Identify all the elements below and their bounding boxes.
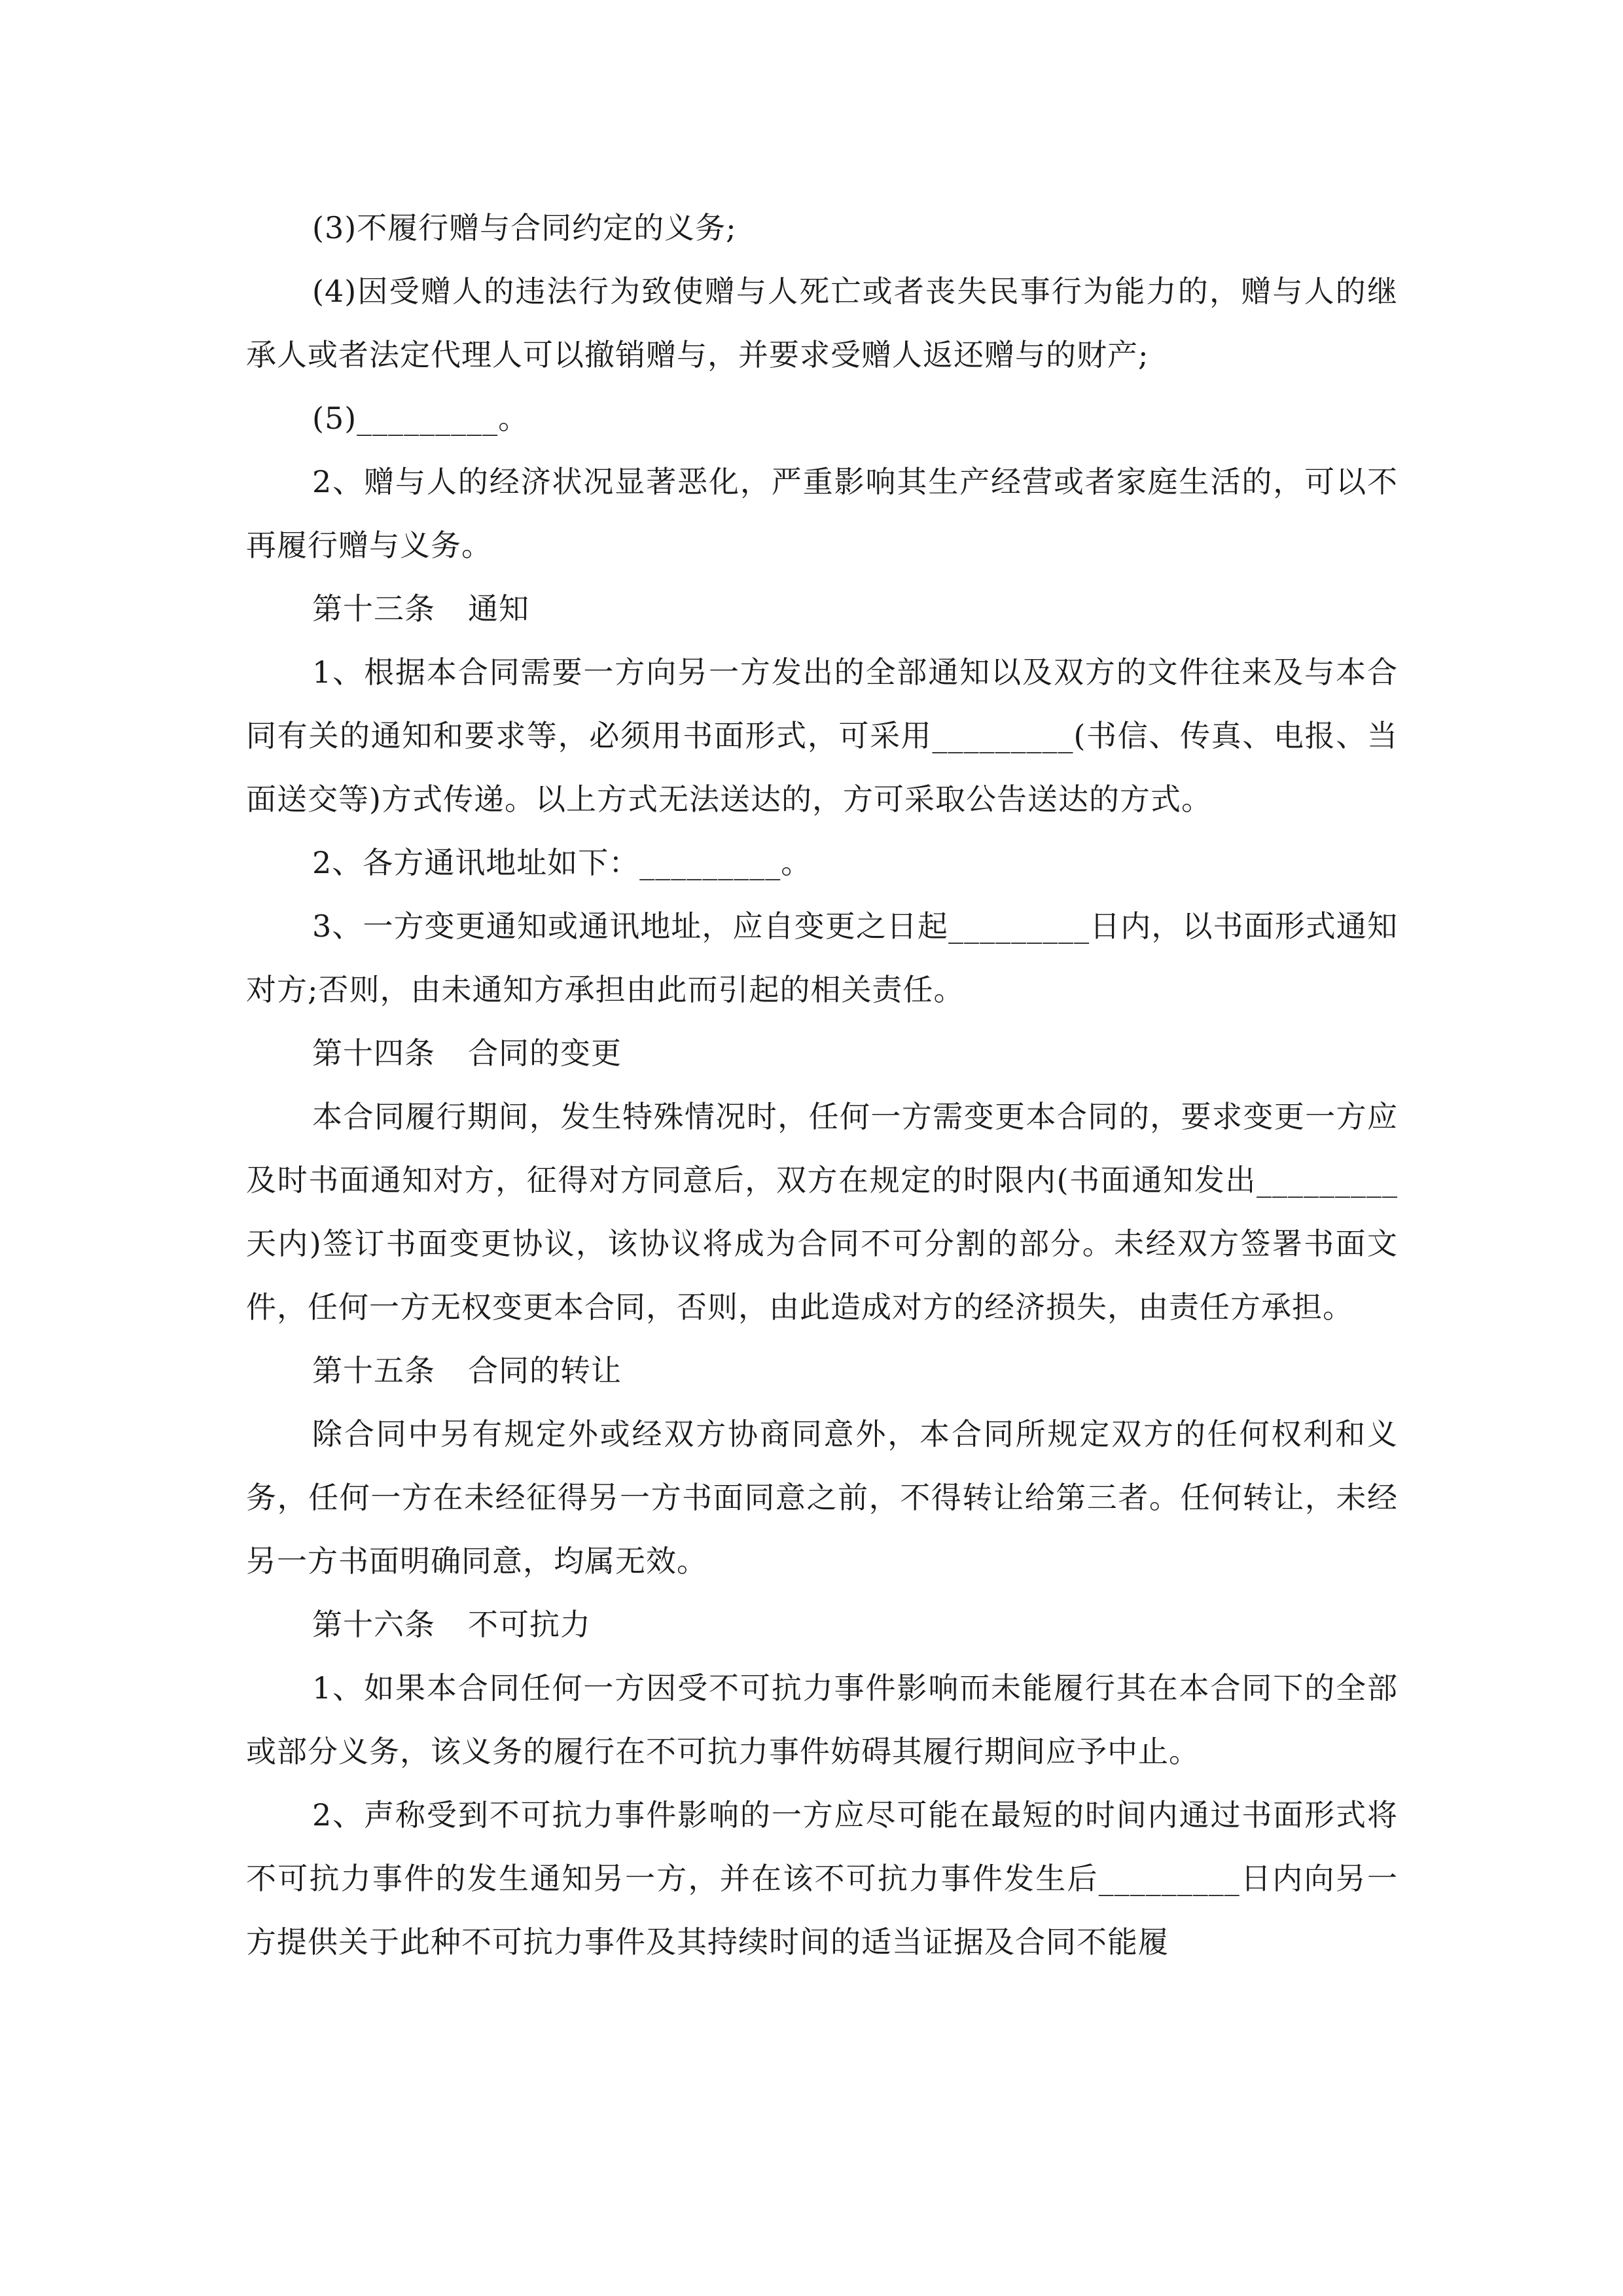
article-number: 第十六条 [312, 1607, 435, 1642]
notice-clause-3: 3、一方变更通知或通讯地址，应自变更之日起_________日内，以书面形式通知对方;否则，由未通知方承担由此而引起的相关责任。 [246, 908, 1398, 1007]
notice-clause-1: 1、根据本合同需要一方向另一方发出的全部通知以及双方的文件往来及与本合同有关的通知和要求等，必须用书面形式，可采用_________(书信、传真、电报、当面送交等)方式传递。以上方式无法送达的，方可采取公告送达的方式。 [246, 655, 1398, 817]
article-number: 第十五条 [312, 1353, 435, 1388]
article-13-heading [246, 577, 1398, 641]
clause-item-3: (3)不履行赠与合同约定的义务; [312, 210, 737, 245]
notice-clause-2: 2、各方通讯地址如下：_________。 [312, 845, 812, 880]
force-majeure-clause-1: 1、如果本合同任何一方因受不可抗力事件影响而未能履行其在本合同下的全部或部分义务，该义务的履行在不可抗力事件妨碍其履行期间应予中止。 [246, 1670, 1398, 1769]
article-number: 第十四条 [312, 1035, 435, 1071]
article-title: 合同的变更 [468, 1035, 622, 1071]
article-14-heading [246, 1022, 1398, 1085]
article-15-heading [246, 1339, 1398, 1403]
assignment-clause: 除合同中另有规定外或经双方协商同意外，本合同所规定双方的任何权利和义务，任何一方在未经征得另一方书面同意之前，不得转让给第三者。任何转让，未经另一方书面明确同意，均属无效。 [246, 1416, 1398, 1579]
modification-clause: 本合同履行期间，发生特殊情况时，任何一方需变更本合同的，要求变更一方应及时书面通知对方，征得对方同意后，双方在规定的时限内(书面通知发出_________天内)签订书面变更协议，该协议将成为合同不可分割的部分。未经双方签署书面文件，任何一方无权变更本合同，否则，由此造成对方的经济损失，由责任方承担。 [246, 1099, 1398, 1325]
article-title: 通知 [468, 591, 529, 626]
article-number: 第十三条 [312, 591, 435, 626]
document-page [246, 196, 1398, 1974]
force-majeure-clause-2: 2、声称受到不可抗力事件影响的一方应尽可能在最短的时间内通过书面形式将不可抗力事件的发生通知另一方，并在该不可抗力事件发生后_________日内向另一方提供关于此种不可抗力事件及其持续时间的适当证据及合同不能履 [246, 1797, 1398, 1960]
article-title: 合同的转让 [468, 1353, 622, 1388]
article-title: 不可抗力 [468, 1607, 591, 1642]
clause-paragraph-2: 2、赠与人的经济状况显著恶化，严重影响其生产经营或者家庭生活的，可以不再履行赠与义务。 [246, 464, 1398, 563]
clause-item-4: (4)因受赠人的违法行为致使赠与人死亡或者丧失民事行为能力的，赠与人的继承人或者法定代理人可以撤销赠与，并要求受赠人返还赠与的财产; [246, 274, 1398, 372]
article-16-heading [246, 1593, 1398, 1657]
clause-item-5: (5)_________。 [312, 401, 529, 436]
